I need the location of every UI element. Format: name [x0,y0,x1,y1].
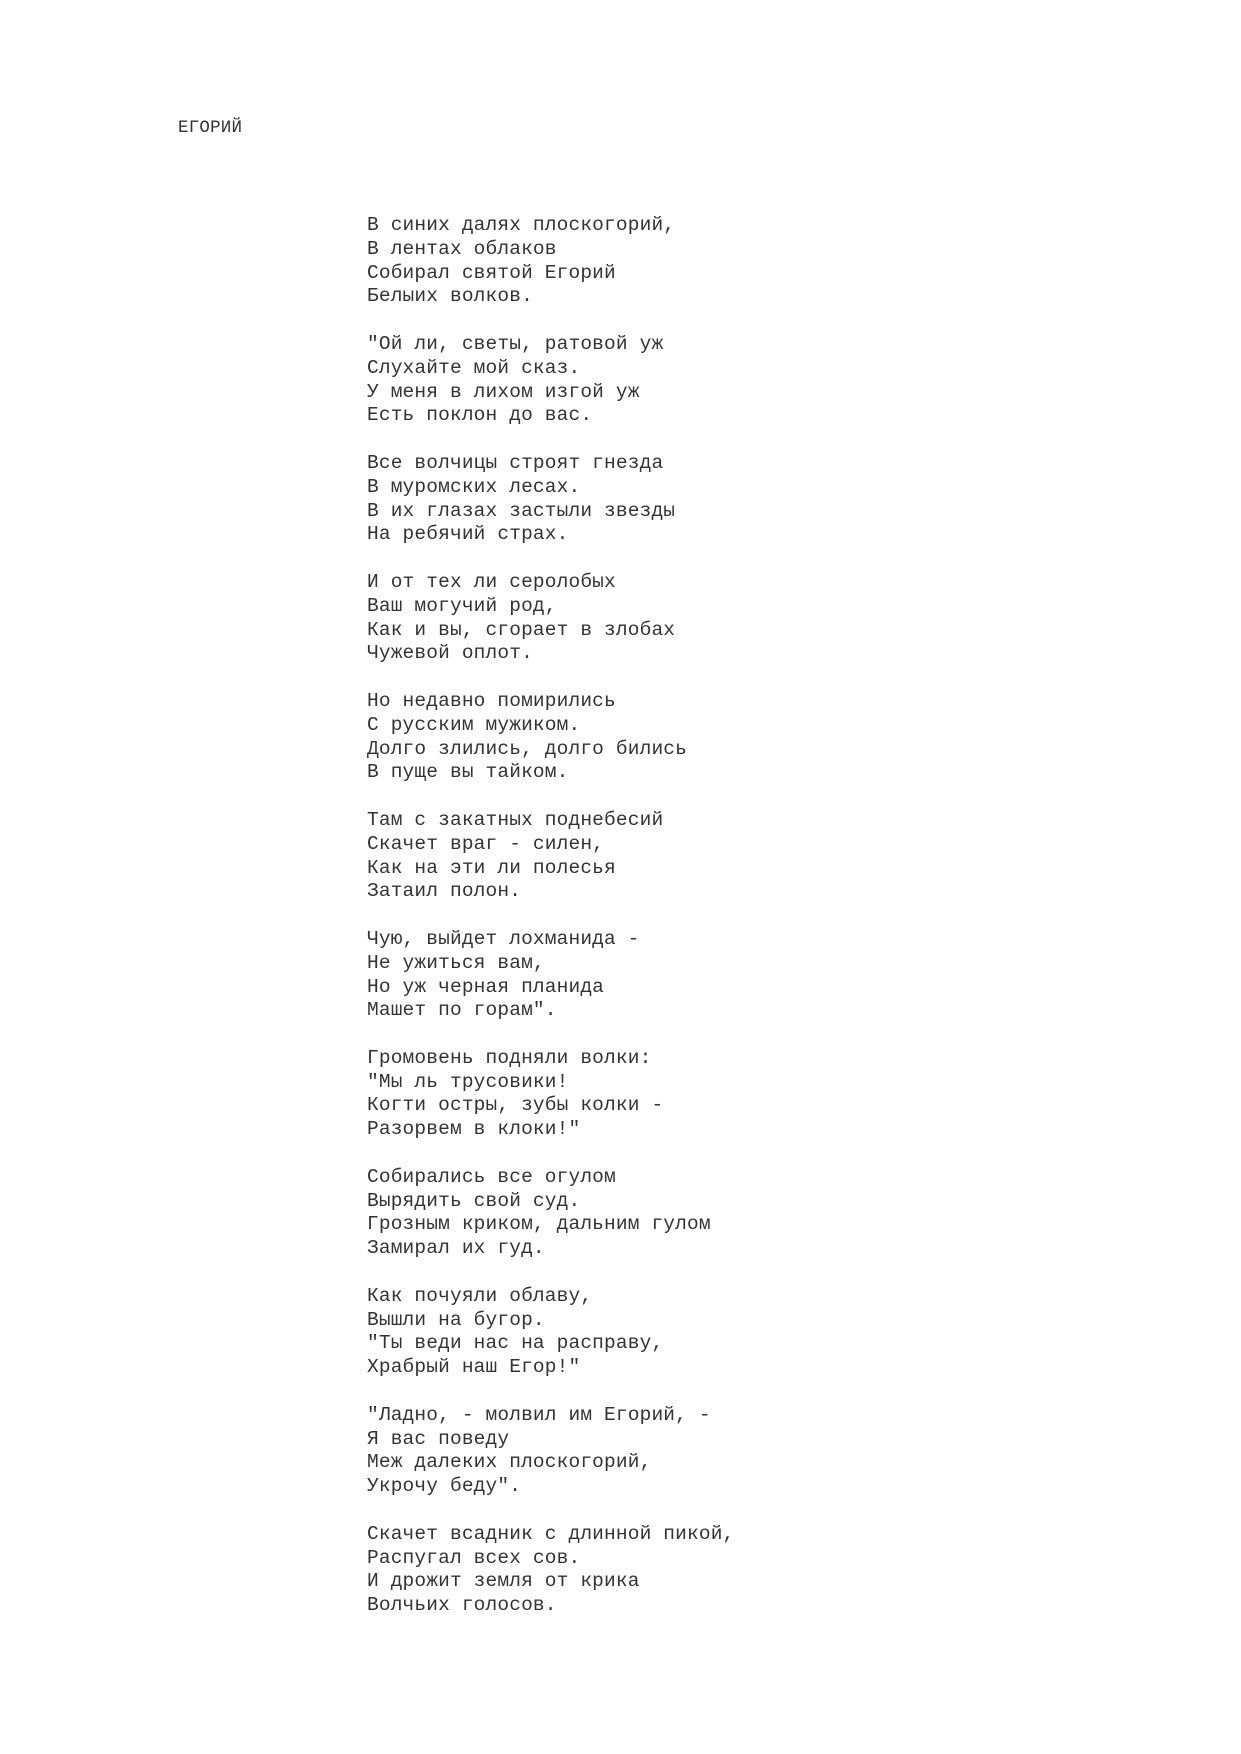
poem-line: Долго злились, долго бились [367,737,688,760]
poem-body [367,214,1127,1642]
poem-line: Машет по горам". [367,999,557,1022]
poem-line: В лентах облаков [367,237,557,260]
poem-line: Слухайте мой сказ. [367,356,581,379]
poem-line: С русским мужиком. [367,713,581,736]
poem-line: Собирались все огулом [367,1165,616,1188]
stanza [367,214,1127,309]
poem-line: Там с закатных поднебесий [367,808,664,831]
poem-line: Все волчицы строят гнезда [367,451,664,474]
poem-line: Ваш могучий род, [367,594,557,617]
stanza [367,1166,1127,1261]
poem-line: В синих далях плоскогорий, [367,214,676,236]
poem-line: И от тех ли серолобых [367,570,616,593]
poem-line: Чую, выйдет лохманида - [367,927,640,950]
poem-title: ЕГОРИЙ [178,118,243,138]
poem-line: Я вас поведу [367,1427,510,1450]
poem-line: Скачет враг - силен, [367,832,605,855]
poem-line: Меж далеких плоскогорий, [367,1451,652,1474]
poem-line: Замирал их гуд. [367,1237,545,1260]
poem-line: Собирал святой Егорий [367,261,616,284]
poem-line: Затаил полон. [367,880,522,903]
poem-line: Грозным криком, дальним гулом [367,1213,711,1236]
poem-line: Есть поклон до вас. [367,404,593,427]
poem-line: Как и вы, сгорает в злобах [367,618,676,641]
poem-line: "Ты веди нас на расправу, [367,1332,664,1355]
poem-line: Волчьих голосов. [367,1594,557,1617]
stanza [367,1047,1127,1142]
poem-line: В муромских лесах. [367,475,581,498]
poem-line: В пуще вы тайком. [367,761,569,784]
poem-line: Распугал всех сов. [367,1546,581,1569]
stanza [367,809,1127,904]
poem-line: Но уж черная планида [367,975,605,998]
stanza [367,928,1127,1023]
stanza [367,333,1127,428]
poem-line: Громовень подняли волки: [367,1046,652,1069]
poem-line: Не ужиться вам, [367,951,545,974]
stanza [367,1404,1127,1499]
poem-line: Когти остры, зубы колки - [367,1094,664,1117]
poem-line: Белыих волков. [367,285,533,308]
poem-line: У меня в лихом изгой уж [367,380,640,403]
poem-line: "Мы ль трусовики! [367,1070,569,1093]
poem-line: Как почуяли облаву, [367,1284,593,1307]
stanza [367,571,1127,666]
poem-line: "Ой ли, светы, ратовой уж [367,332,664,355]
poem-line: Укрочу беду". [367,1475,522,1498]
poem-line: Вышли на бугор. [367,1308,545,1331]
poem-line: "Ладно, - молвил им Егорий, - [367,1403,711,1426]
poem-line: Храбрый наш Егор!" [367,1356,581,1379]
stanza [367,1523,1127,1618]
poem-line: Но недавно помирились [367,689,616,712]
poem-line: Разорвем в клоки!" [367,1118,581,1141]
poem-line: Скачет всадник с длинной пикой, [367,1522,735,1545]
stanza [367,690,1127,785]
poem-line: Вырядить свой суд. [367,1189,581,1212]
poem-line: Чужевой оплот. [367,642,533,665]
poem-line: И дрожит земля от крика [367,1570,640,1593]
stanza [367,1285,1127,1380]
stanza [367,452,1127,547]
poem-line: Как на эти ли полесья [367,856,616,879]
poem-line: В их глазах застыли звезды [367,499,676,522]
poem-line: На ребячий страх. [367,523,569,546]
